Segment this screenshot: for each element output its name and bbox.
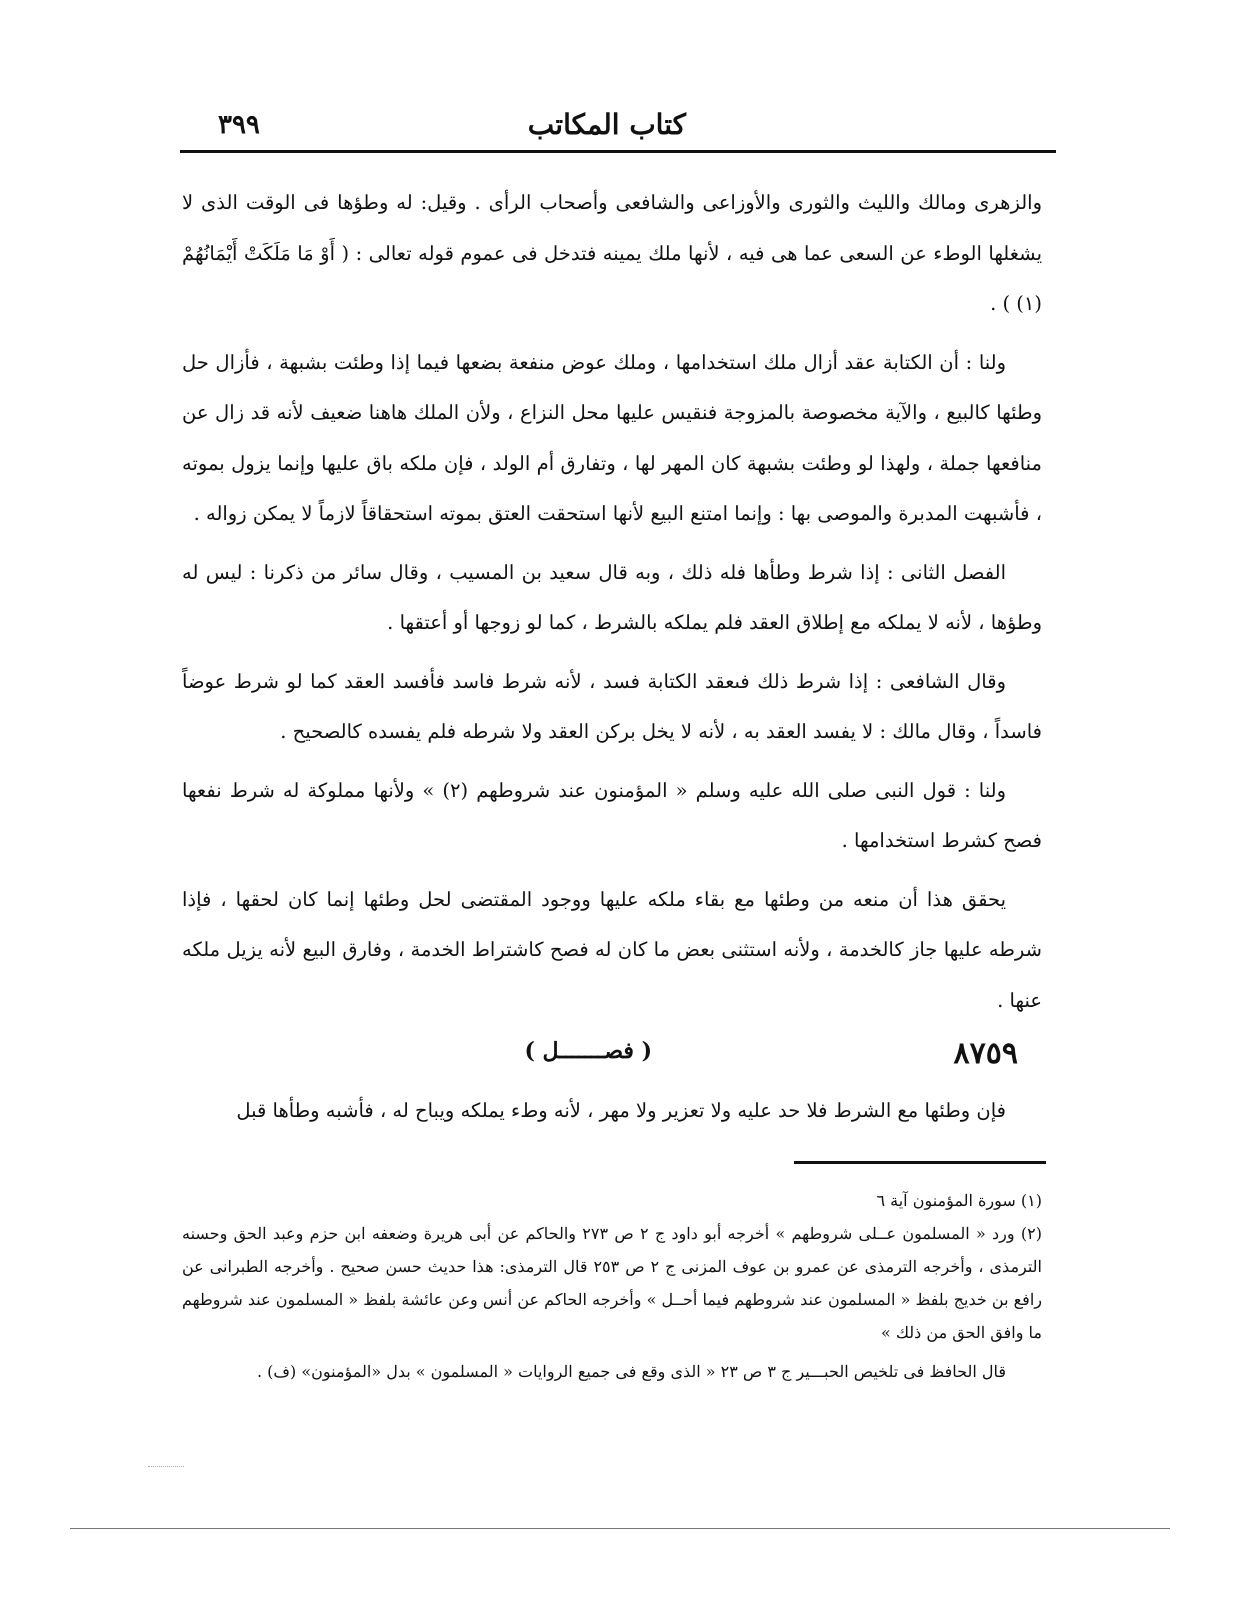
section-number: ٨٧٥٩	[953, 1036, 1018, 1071]
footnotes	[182, 1184, 1042, 1388]
page-header	[182, 108, 1056, 148]
paragraph-2: ولنا : أن الكتابة عقد أزال ملك استخدامها ، وملك عوض منفعة بضعها فيما إذا وطئت بشبهة ، فأزال حل وطئها كالبيع ، والآية مخصوصة بالمزوجة فنقيس عليها محل النزاع ، ولأن الملك هاهنا ضعيف لأنه قد زال عن منافعها جملة ، ولهذا لو وطئت بشبهة كان المهر لها ، وتفارق أم الولد ، فإن ملكه باق عليها وإنما يزول بموته ، فأشبهت المدبرة والموصى بها : وإنما امتنع البيع لأنها استحقت العتق بموته استحقاقاً لازماً لا يمكن زواله .	[182, 350, 1042, 525]
footnote-rule	[794, 1161, 1046, 1164]
paragraph-5: ولنا : قول النبى صلى الله عليه وسلم « المؤمنون عند شروطهم (٢) » ولأنها مملوكة له شرط نفعها فصح كشرط استخدامها .	[182, 778, 1042, 852]
section-label: ( فصـــــــل )	[524, 1038, 652, 1064]
page-number: ٣٩٩	[218, 110, 260, 140]
footnote-1: (١) سورة المؤمنون آية ٦	[876, 1191, 1042, 1210]
footnote-2: (٢) ورد « المسلمون عــلى شروطهم » أخرجه أبو داود ج ٢ ص ٢٧٣ والحاكم عن أبى هريرة وضعفه ابن حزم وعبد الحق وحسنه الترمذى ، وأخرجه الترمذى عن عمرو بن عوف المزنى ج ٢ ص ٢٥٣ قال الترمذى: هذا حديث حسن صحيح . وأخرجه الطبرانى عن رافع بن خديج بلفظ « المسلمون عند شروطهم فيما أحــل » وأخرجه الحاكم عن أنس وعن عائشة بلفظ « المسلمون عند شروطهم ما وافق الحق من ذلك »	[182, 1224, 1043, 1342]
paragraph-1: والزهرى ومالك والليث والثورى والأوزاعى والشافعى وأصحاب الرأى . وقيل: له وطؤها فى الوقت الذى لا يشغلها الوطء عن السعى عما هى فيه ، لأنها ملك يمينه فتدخل فى عموم قوله تعالى : ( أَوْ مَا مَلَكَتْ أَيْمَانُهُمْ (١) ) .	[182, 191, 1042, 315]
paragraph-6: يحقق هذا أن منعه من وطئها مع بقاء ملكه عليها ووجود المقتضى لحل وطئها إنما كان لحقها ، فإذا شرطه عليها جاز كالخدمة ، ولأنه استثنى بعض ما كان له فصح كاشتراط الخدمة ، وفارق البيع لأنه يزيل ملكه عنها .	[182, 887, 1042, 1012]
scan-edge-line	[70, 1528, 1170, 1529]
section-text: فإن وطئها مع الشرط فلا حد عليه ولا تعزير ولا مهر ، لأنه وطء يملكه ويباح له ، فأشبه وطأها قبل	[236, 1099, 1006, 1122]
scan-speck	[148, 1466, 184, 1469]
footnote-2-continuation: قال الحافظ فى تلخيص الحبـــير ج ٣ ص ٢٣ « الذى وقع فى جميع الروايات « المسلمون » بدل «المؤمنون» (ف) .	[256, 1362, 1006, 1381]
header-rule	[180, 150, 1056, 153]
section-heading	[182, 1036, 1042, 1080]
main-text	[182, 178, 1042, 1034]
paragraph-4: وقال الشافعى : إذا شرط ذلك فىعقد الكتابة فسد ، لأنه شرط فاسد فأفسد العقد كما لو شرط عوضاً فاسداً ، وقال مالك : لا يفسد العقد به ، لأنه لا يخل بركن العقد ولا شرطه فلم يفسده كالصحيح .	[182, 669, 1042, 743]
running-title: كتاب المكاتب	[527, 108, 686, 141]
paragraph-3: الفصل الثانى : إذا شرط وطأها فله ذلك ، وبه قال سعيد بن المسيب ، وقال سائر من ذكرنا : ليس له وطؤها ، لأنه لا يملكه مع إطلاق العقد فلم يملكه بالشرط ، كما لو زوجها أو أعتقها .	[182, 560, 1042, 634]
